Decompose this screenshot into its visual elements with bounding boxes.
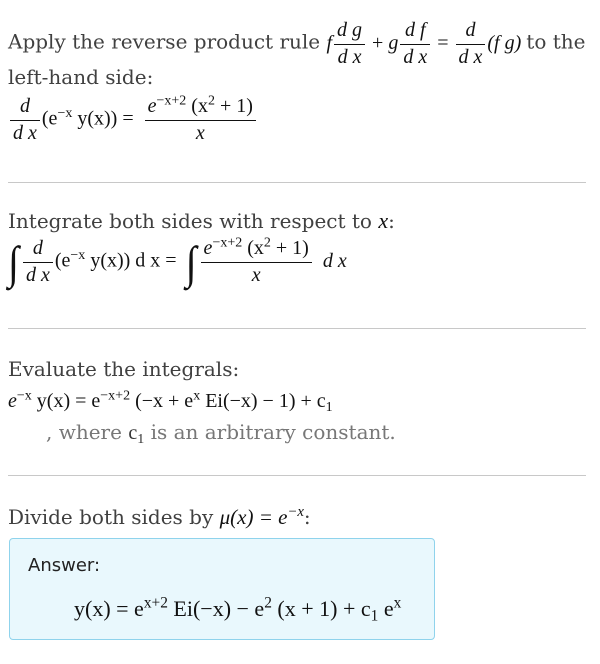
step-1-equation: $\frac{d}{\text{d x}}$ ($e^{-x}$ y(x)) = $\frac{e^{-x+2} (x^2 + 1)}{x}$	[8, 96, 258, 144]
divider	[8, 475, 586, 476]
step-1-text-before: Apply the reverse product rule	[8, 29, 321, 54]
answer-equation: $y(x) = e^{x+2}$ $Ei(-x) - e^2$ $(x + 1) + c_1$ $e^x$	[74, 594, 402, 625]
step-3-equation: $e^{-x}$ $y(x) = e^{-x+2}$ ($-x + e^x$ $Ei(-x) - 1) + c_1$	[8, 388, 333, 416]
step-2-equation: ∫ $\frac{d}{\text{d x}}$ ($e^{-x}$ y(x)) d x = ∫ $\frac{e^{-x+2} (x^2 + 1)}{x}$ d x	[8, 235, 347, 288]
product-rule-formula: f $\frac{\text{d g}}{\text{d x}}$ + g $\frac{\text{d f}}{\text{d x}}$ = $\frac{d}{\text{d x}}$ (f g)	[326, 19, 522, 68]
divider	[8, 182, 586, 183]
step-3-text: Evaluate the integrals:	[8, 357, 240, 381]
step-1-text-after: to the	[526, 29, 586, 54]
step-4-text: Divide both sides by $\mu(x) = e^{-x}$:	[8, 503, 311, 529]
answer-label: Answer:	[28, 555, 101, 576]
divider	[8, 328, 586, 329]
answer-box	[9, 538, 435, 640]
step-2-text: Integrate both sides with respect to x:	[8, 208, 395, 233]
step-1-text	[8, 20, 585, 68]
step-1-text-line2: left-hand side:	[8, 65, 154, 89]
step-3-where-text: , where $c_1$ is an arbitrary constant.	[46, 420, 396, 448]
